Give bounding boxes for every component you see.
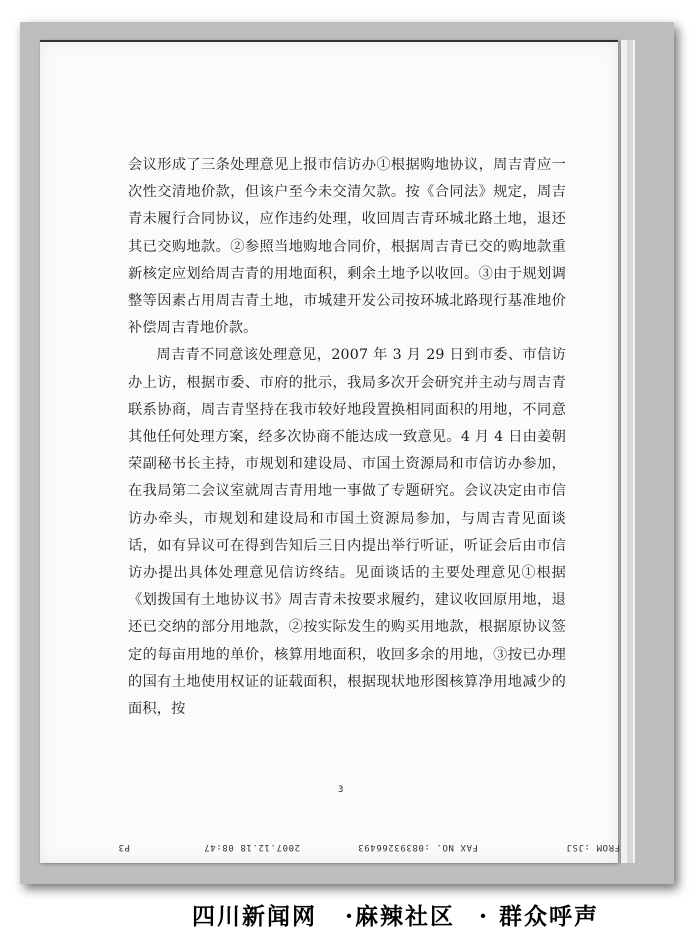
paragraph-1: 会议形成了三条处理意见上报市信访办①根据购地协议，周吉青应一次性交清地价款，但该户至今未交清欠款。按《合同法》规定，周吉青未履行合同协议，应作违约处理，收回周吉青环城北路土地，退还其已交购地款。②参照当地购地合同价，根据周吉青已交的购地款重新核定应划给周吉青的用地面积，剩余土地予以收回。③由于规划调整等因素占用周吉青土地，市城建开发公司按环城北路现行基准地价补偿周吉青地价款。 (128, 157, 566, 337)
page-number: 3 (338, 785, 344, 795)
page-top-edge (40, 40, 618, 42)
footer-site: 四川新闻网 (192, 903, 317, 930)
fax-header (100, 836, 620, 852)
footer-column: · 群众呼声 (479, 903, 600, 930)
source-footer (192, 898, 682, 930)
paragraph-2: 周吉青不同意该处理意见，2007 年 3 月 29 日到市委、市信访办上访，根据市委、市府的批示，我局多次开会研究并主动与周吉青联系协商，周吉青坚持在我市较好地段置换相同面积的用地，不同意其他任何处理方案，经多次协商不能达成一致意见。4 月 4 日由姜朝荣副秘书长主持，市规划和建设局、市国土资源局和市信访办参加，在我局第二会议室就周吉青用地一事做了专题研究。会议决定由市信访办牵头，市规划和建设局和市国土资源局参加，与周吉青见面谈话，如有异议可在得到告知后三日内提出举行听证，听证会后由市信访办提出具体处理意见信访终结。见面谈话的主要处理意见①根据《划拨国有土地协议书》周吉青未按要求履约，建议收回原用地，退还已交纳的部分用地款，②按实际发生的购买用地款，根据原协议签定的每亩用地的单价，核算用地面积，收回多余的用地，③按已办理的国有土地使用权证的证载面积，根据现状地形图核算净用地减少的面积，按 (128, 347, 566, 718)
page-edge-shadow (627, 40, 633, 863)
fax-datetime: 2007.12.18 08:47 (203, 842, 300, 852)
page-right-edge (620, 40, 635, 863)
fax-from: FROM :JSJ (565, 842, 620, 852)
fax-number: FAX NO. :08393266493 (357, 842, 478, 852)
fax-page: P3 (117, 842, 130, 852)
footer-section: ·麻辣社区 (345, 903, 456, 930)
document-body (128, 152, 566, 723)
